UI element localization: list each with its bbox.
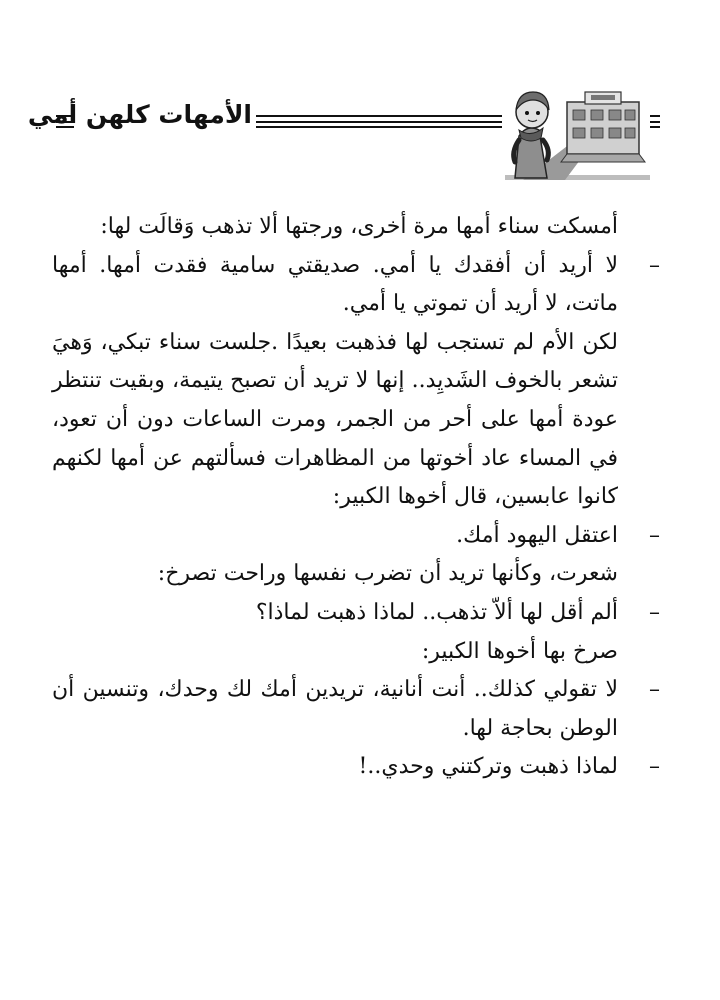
header-rule-left [56,115,74,128]
dialog-dash: – [649,677,660,703]
narration-paragraph: لكن الأم لم تستجب لها فذهبت بعيدًا .جلست سناء تبكي، وَهيَ تشعر بالخوف الشَديِد.. إنها لا تريد أن تصبح يتيمة، وبقيت تنتظر عودة أمها على أحر من الجمر، ومرت الساعات دون أن تعود، في المساء عاد أخوتها من المظاهرات فسألتهم عن أمها لكنهم كانوا عابسين، قال أخوها الكبير: [52,329,618,510]
dialog-text: لا أريد أن أفقدك يا أمي. صديقتي سامية فقدت أمها. أمها ماتت، لا أريد أن تموتي يا أمي. [52,252,618,317]
dialog-text: لا تقولي كذلك.. أنت أنانية، تريدين أمك لك وحدك، وتنسين أن الوطن بحاجة لها. [52,677,618,741]
dialog-dash: – [649,522,660,548]
narration-paragraph: شعرت، وكأنها تريد أن تضرب نفسها وراحت تصرخ: [157,561,618,587]
story-text [52,208,666,787]
dialog-line [52,594,666,633]
header-rule-middle [256,115,502,128]
narration-paragraph: أمسكت سناء أمها مرة أخرى، ورجتها ألا تذهب وَقالَت لها: [100,214,618,239]
dialog-dash: – [649,599,660,625]
dialog-dash: – [649,252,660,278]
dialog-line [52,748,666,787]
dialog-text: لماذا ذهبت وتركتني وحدي..! [358,754,618,780]
dialog-text: ألم أقل لها ألاّ تذهب.. لماذا ذهبت لماذا؟ [255,599,618,625]
dialog-line [52,671,666,748]
child-and-building-illustration [505,80,650,180]
dialog-line [52,247,666,324]
chapter-header [0,70,720,180]
dialog-line [52,517,666,556]
chapter-title: الأمهات كلهن أمي [27,100,252,129]
dialog-text: اعتقل اليهود أمك. [456,522,618,548]
narration-paragraph: صرخ بها أخوها الكبير: [421,638,618,664]
dialog-dash: – [649,754,660,780]
header-rule-right [650,115,660,128]
